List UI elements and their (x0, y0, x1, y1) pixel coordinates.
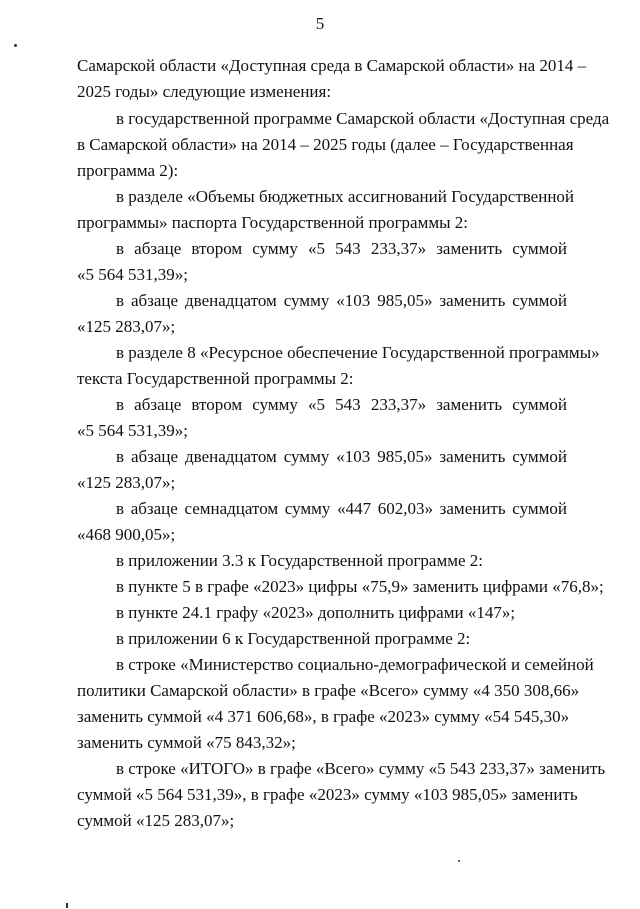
scan-mark (66, 903, 68, 908)
scan-speck (458, 860, 460, 862)
text-line: в строке «Министерство социально-демографической и семейной (116, 655, 594, 674)
text-line: в государственной программе Самарской области «Доступная среда (116, 109, 610, 128)
text-line: «125 283,07»; (77, 473, 176, 492)
text-line: суммой «125 283,07»; (77, 811, 235, 830)
text-line: «5 564 531,39»; (77, 265, 188, 284)
text-line: в разделе 8 «Ресурсное обеспечение Государственной программы» (116, 343, 600, 362)
page-number: 5 (315, 14, 325, 33)
text-line: заменить суммой «75 843,32»; (77, 733, 296, 752)
text-line: текста Государственной программы 2: (77, 369, 354, 388)
text-line: «468 900,05»; (77, 525, 176, 544)
text-line: 2025 годы» следующие изменения: (77, 82, 332, 101)
text-line: в приложении 3.3 к Государственной программе 2: (116, 551, 483, 570)
text-line: в разделе «Объемы бюджетных ассигнований Государственной (116, 187, 575, 206)
text-line: «5 564 531,39»; (77, 421, 188, 440)
text-line: в абзаце втором сумму «5 543 233,37» заменить суммой (116, 395, 567, 414)
text-line: в приложении 6 к Государственной программе 2: (116, 629, 471, 648)
text-line: Самарской области «Доступная среда в Самарской области» на 2014 – (77, 56, 587, 75)
text-line: политики Самарской области» в графе «Всего» сумму «4 350 308,66» (77, 681, 580, 700)
text-line: в абзаце двенадцатом сумму «103 985,05» заменить суммой (116, 291, 567, 310)
text-line: программа 2): (77, 161, 179, 180)
text-line: суммой «5 564 531,39», в графе «2023» сумму «103 985,05» заменить (77, 785, 578, 804)
text-line: в абзаце втором сумму «5 543 233,37» заменить суммой (116, 239, 567, 258)
text-line: заменить суммой «4 371 606,68», в графе «2023» сумму «54 545,30» (77, 707, 570, 726)
text-line: в строке «ИТОГО» в графе «Всего» сумму «5 543 233,37» заменить (116, 759, 606, 778)
text-line: в пункте 24.1 графу «2023» дополнить цифрами «147»; (116, 603, 516, 622)
text-line: «125 283,07»; (77, 317, 176, 336)
text-line: в абзаце семнадцатом сумму «447 602,03» заменить суммой (116, 499, 567, 518)
text-line: в абзаце двенадцатом сумму «103 985,05» заменить суммой (116, 447, 567, 466)
text-line: в Самарской области» на 2014 – 2025 годы (далее – Государственная (77, 135, 574, 154)
text-line: программы» паспорта Государственной программы 2: (77, 213, 469, 232)
text-line: в пункте 5 в графе «2023» цифры «75,9» заменить цифрами «76,8»; (116, 577, 604, 596)
scan-speck (14, 44, 17, 47)
